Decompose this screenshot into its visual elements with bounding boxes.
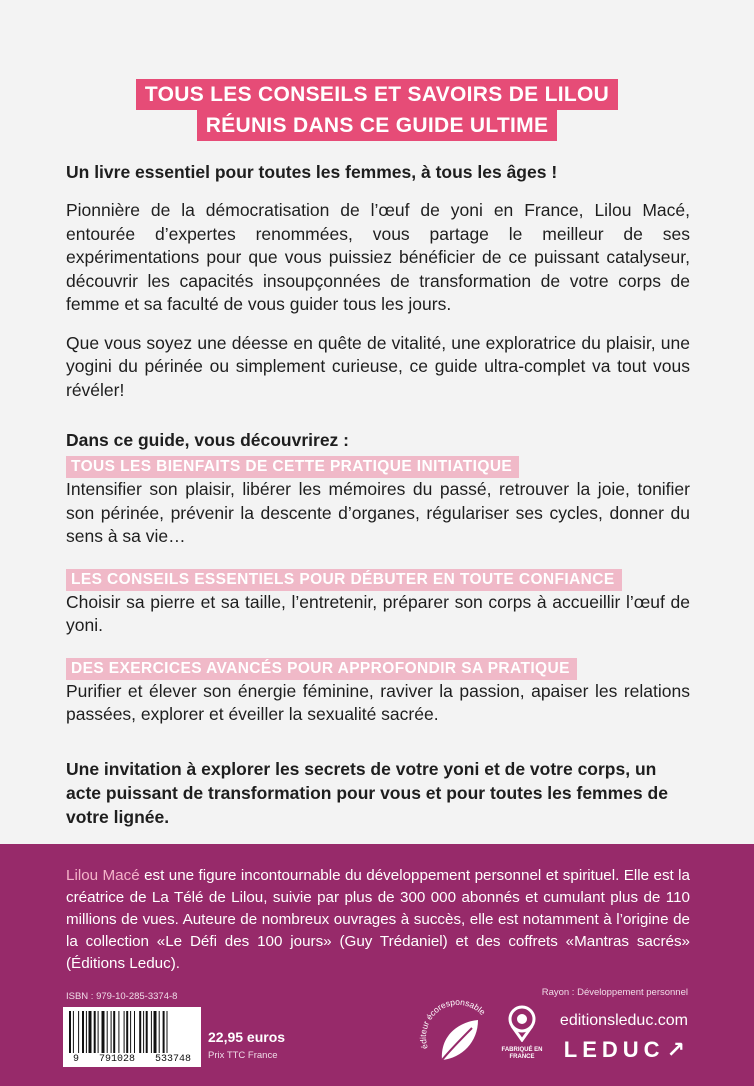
- barcode-bar: [94, 1011, 96, 1053]
- barcode-bar: [78, 1011, 79, 1053]
- headline-line-2: RÉUNIS DANS CE GUIDE ULTIME: [197, 110, 558, 141]
- barcode-bar: [151, 1011, 152, 1053]
- intro-paragraph-2: Que vous soyez une déesse en quête de vitalité, une exploratrice du plaisir, une yogini du périnée ou simplement curieuse, ce guide ultra-complet va tout vous révéler!: [66, 332, 690, 400]
- author-bio-text: est une figure incontournable du développement personnel et spirituel. Elle est la créatrice de La Télé de Lilou, suivie par plus de 300 000 abonnés et cumulant plus de 110 millions de vues. Auteure de nombreux ouvrages à succès, elle est notamment à l’origine de la collection «Le Défi des 100 jours» (Guy Trédaniel) et des coffrets «Mantras sacrés» (Éditions Leduc).: [66, 867, 690, 972]
- guide-item-text: Choisir sa pierre et sa taille, l’entretenir, préparer son corps à accueillir l’œuf de yoni.: [66, 591, 690, 635]
- barcode-bar: [139, 1011, 141, 1053]
- headline: [0, 79, 754, 141]
- guide-title: Dans ce guide, vous découvrirez :: [66, 430, 349, 450]
- fabrique-label: FABRIQUÉ EN FRANCE: [501, 1047, 543, 1060]
- guide-item-text: Purifier et élever son énergie féminine, raviver la passion, apaiser les relations passées, explorer et éveiller la sexualité sacrée.: [66, 680, 690, 724]
- barcode-bar: [102, 1011, 105, 1053]
- barcode-bar: [146, 1011, 148, 1053]
- barcode-bar: [163, 1011, 165, 1053]
- barcode-bar: [124, 1011, 125, 1053]
- barcode-digit-group: 9: [72, 1054, 79, 1065]
- price-note: Prix TTC France: [208, 1050, 278, 1061]
- barcode-digit-group: 533748: [154, 1054, 191, 1065]
- guide-item: [66, 654, 690, 727]
- barcode-bar: [86, 1011, 87, 1053]
- barcode-bar: [154, 1011, 157, 1053]
- footer-band: [0, 844, 754, 1086]
- guide-item: [66, 452, 690, 549]
- rayon: Rayon : Développement personnel: [541, 987, 688, 998]
- publisher-name: LEDUC: [563, 1037, 665, 1062]
- barcode-bar: [82, 1011, 84, 1053]
- guide-item-tag: DES EXERCICES AVANCÉS POUR APPROFONDIR SA PRATIQUE: [66, 658, 577, 680]
- barcode-bar: [111, 1011, 112, 1053]
- barcode-bar: [130, 1011, 131, 1053]
- barcode-bar: [73, 1011, 74, 1053]
- barcode-bar: [167, 1011, 168, 1053]
- guide-item: [66, 565, 690, 638]
- barcode-bars: [67, 1011, 197, 1053]
- back-cover-text: [66, 160, 690, 829]
- author-name: Lilou Macé: [66, 867, 140, 884]
- barcode-bar: [126, 1011, 128, 1053]
- barcode-digits: [63, 1054, 201, 1065]
- publisher-website: editionsleduc.com: [559, 1012, 688, 1029]
- lead-sentence: Un livre essentiel pour toutes les femmes, à tous les âges !: [66, 162, 558, 182]
- fabrique-en-france-badge: [499, 1004, 545, 1062]
- barcode-bar: [134, 1011, 135, 1053]
- barcode-bar: [159, 1011, 160, 1053]
- france-pin-icon: [499, 1004, 545, 1042]
- barcode-bar: [143, 1011, 144, 1053]
- barcode-bar: [107, 1011, 108, 1053]
- barcode-bar: [69, 1011, 71, 1053]
- eco-label: éditeur écoresponsable: [418, 996, 488, 1051]
- barcode-bar: [98, 1011, 99, 1053]
- price: 22,95 euros: [208, 1029, 286, 1045]
- publisher-logo: [564, 1037, 690, 1063]
- intro-paragraph-1: Pionnière de la démocratisation de l’œuf de yoni en France, Lilou Macé, entourée d’expertes renommées, vous partage le meilleur de ses expérimentations pour que vous puissiez bénéficier de ce puissant catalyseur, découvrir les capacités insoupçonnées de transformation de votre corps de femme et sa faculté de vous guider tous les jours.: [66, 200, 690, 314]
- guide-item-tag: TOUS LES BIENFAITS DE CETTE PRATIQUE INITIATIQUE: [66, 456, 519, 478]
- barcode-bar: [89, 1011, 92, 1053]
- closing-statement: Une invitation à explorer les secrets de votre yoni et de votre corps, un acte puissant de transformation pour vous et pour toutes les femmes de votre lignée.: [66, 758, 668, 827]
- arrow-icon: ↗: [666, 1037, 690, 1062]
- barcode-bar: [113, 1011, 115, 1053]
- headline-line-1: TOUS LES CONSEILS ET SAVOIRS DE LILOU: [136, 79, 618, 110]
- author-bio: [66, 865, 690, 975]
- isbn: ISBN : 979-10-285-3374-8: [66, 991, 178, 1002]
- guide-item-text: Intensifier son plaisir, libérer les mémoires du passé, retrouver la joie, tonifier son périnée, prévenir la descente d’organes, régulariser ses cycles, donner du sens à sa vie…: [66, 479, 690, 546]
- barcode-digit-group: 791028: [98, 1054, 135, 1065]
- barcode: [63, 1007, 201, 1067]
- guide-item-tag: LES CONSEILS ESSENTIELS POUR DÉBUTER EN TOUTE CONFIANCE: [66, 569, 622, 591]
- barcode-bar: [118, 1011, 119, 1053]
- eco-publisher-leaf-icon: [418, 996, 498, 1076]
